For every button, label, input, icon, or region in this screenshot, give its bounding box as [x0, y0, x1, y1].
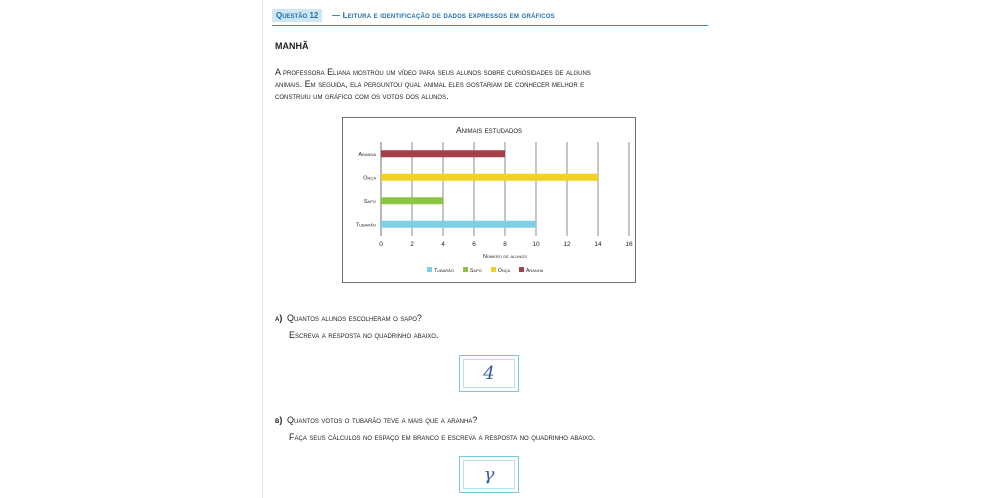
- legend-label-0: Tubarão: [434, 268, 454, 274]
- x-axis-label: Número de alunos: [483, 254, 527, 260]
- legend-label-1: Sapo: [470, 268, 482, 274]
- question-b: [275, 415, 477, 425]
- x-tick-label: 16: [625, 241, 633, 248]
- legend-swatch-3: [519, 267, 524, 272]
- question-header: [272, 8, 708, 26]
- answer-a-box[interactable]: [459, 355, 519, 392]
- x-tick-label: 8: [503, 241, 507, 248]
- intro-paragraph: [275, 66, 711, 102]
- question-a-text: Quantos alunos escolheram o sapo?: [287, 313, 422, 323]
- legend-swatch-2: [491, 267, 496, 272]
- x-tick-label: 4: [441, 241, 445, 248]
- question-a-letter: a): [275, 313, 283, 323]
- question-b-letter: b): [275, 415, 283, 425]
- question-a: [275, 313, 422, 323]
- question-a-instruction: Escreva a resposta no quadrinho abaixo.: [289, 330, 439, 340]
- question-b-text: Quantos votos o tubarão teve a mais que a aranha?: [287, 415, 478, 425]
- intro-line-2: animais. Em seguida, ela perguntou qual animal eles gostariam de conhecer melhor e: [275, 79, 585, 89]
- bar-1: [381, 174, 598, 181]
- x-tick-label: 0: [379, 241, 383, 248]
- x-tick-label: 6: [472, 241, 476, 248]
- x-tick-label: 14: [594, 241, 602, 248]
- intro-line-1: A professora Eliana mostrou um vídeo para seus alunos sobre curiosidades de alguns: [275, 67, 591, 77]
- category-label-1: Onça: [363, 175, 376, 182]
- bar-0: [381, 150, 505, 157]
- category-label-3: Tubarão: [355, 222, 376, 229]
- question-topic-title: — Leitura e identificação de dados expressos em gráficos: [332, 11, 555, 20]
- section-label: MANHÃ: [275, 41, 309, 51]
- legend-swatch-1: [463, 267, 468, 272]
- bar-chart: [342, 117, 636, 283]
- x-tick-label: 10: [532, 241, 540, 248]
- category-label-0: Aranha: [358, 151, 376, 158]
- question-b-instruction: Faça seus cálculos no espaço em branco e escreva a resposta no quadrinho abaixo.: [289, 432, 596, 442]
- chart-canvas: [343, 118, 635, 282]
- intro-line-3: construiu um gráfico com os votos dos alunos.: [275, 91, 449, 101]
- answer-a-value: 4: [463, 359, 515, 388]
- legend-label-3: Aranha: [526, 268, 544, 274]
- category-label-2: Sapo: [363, 198, 376, 205]
- x-tick-label: 2: [410, 241, 414, 248]
- x-tick-label: 12: [563, 241, 571, 248]
- answer-b-box[interactable]: [459, 456, 519, 493]
- page-edge: [262, 0, 263, 498]
- chart-title: Animais estudados: [455, 125, 523, 135]
- legend-swatch-0: [427, 267, 432, 272]
- bar-3: [381, 221, 536, 228]
- legend-label-2: Onça: [498, 268, 511, 274]
- bar-2: [381, 197, 443, 204]
- answer-b-value: γ: [463, 460, 515, 489]
- question-number-badge: Questão 12: [272, 9, 322, 22]
